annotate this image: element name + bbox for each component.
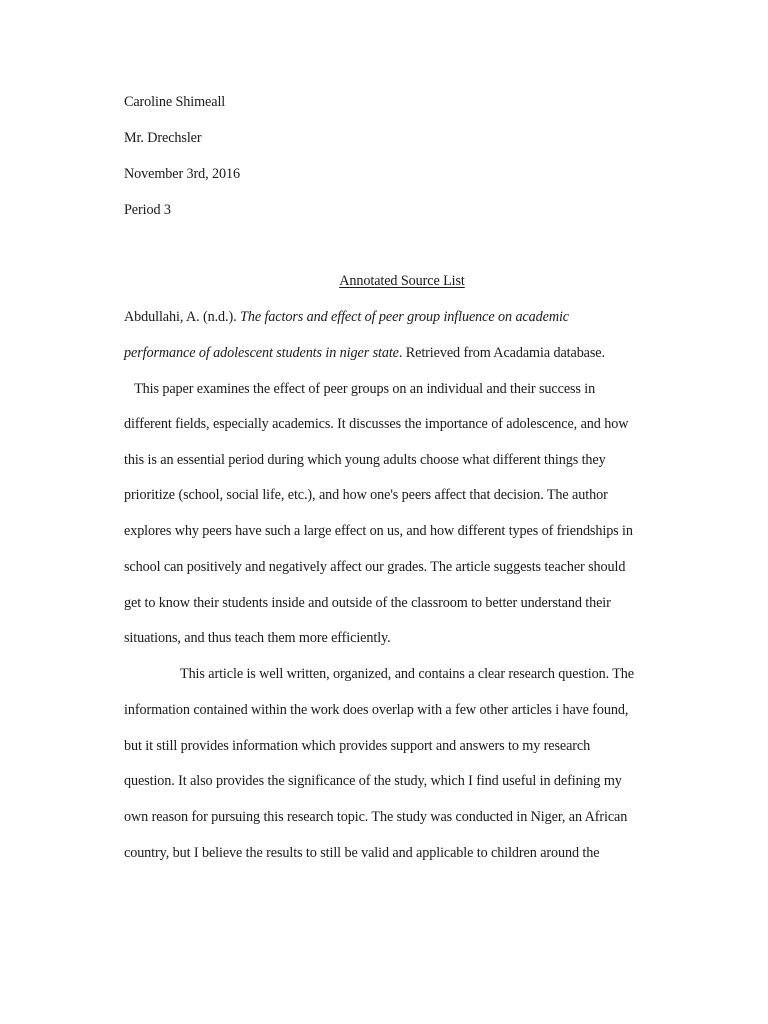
citation-retrieved: . Retrieved from Acadamia database. [398, 345, 605, 361]
summary-line: situations, and thus teach them more efficiently. [124, 630, 391, 646]
document-date: November 3rd, 2016 [124, 166, 241, 182]
citation-line-1 [124, 308, 569, 326]
summary-line: this is an essential period during which young adults choose what different things they [124, 452, 606, 468]
citation-title-part-2: performance of adolescent students in niger state [124, 345, 399, 361]
summary-line: get to know their students inside and outside of the classroom to better understand their [124, 595, 611, 611]
summary-line: different fields, especially academics. It discusses the importance of adolescence, and how [124, 416, 629, 432]
evaluation-line: This article is well written, organized, and contains a clear research question. The [180, 666, 634, 682]
class-period: Period 3 [124, 202, 171, 218]
student-name: Caroline Shimeall [124, 94, 226, 110]
teacher-name: Mr. Drechsler [124, 130, 202, 146]
citation-line-2 [124, 344, 605, 362]
evaluation-line: information contained within the work does overlap with a few other articles i have found, [124, 702, 629, 718]
citation-author: Abdullahi, A. (n.d.). [124, 309, 241, 325]
summary-line: prioritize (school, social life, etc.), and how one's peers affect that decision. The author [124, 487, 608, 503]
evaluation-line: own reason for pursuing this research topic. The study was conducted in Niger, an African [124, 809, 628, 825]
document-title: Annotated Source List [339, 273, 465, 289]
summary-line: This paper examines the effect of peer groups on an individual and their success in [124, 381, 596, 397]
citation-title-part-1: The factors and effect of peer group influence on academic [240, 309, 570, 325]
summary-line: school can positively and negatively affect our grades. The article suggests teacher should [124, 559, 626, 575]
summary-line: explores why peers have such a large effect on us, and how different types of friendships in [124, 523, 633, 539]
evaluation-line: country, but I believe the results to still be valid and applicable to children around the [124, 845, 600, 861]
evaluation-line: question. It also provides the significance of the study, which I find useful in defining my [124, 773, 622, 789]
evaluation-line: but it still provides information which provides support and answers to my research [124, 738, 591, 754]
